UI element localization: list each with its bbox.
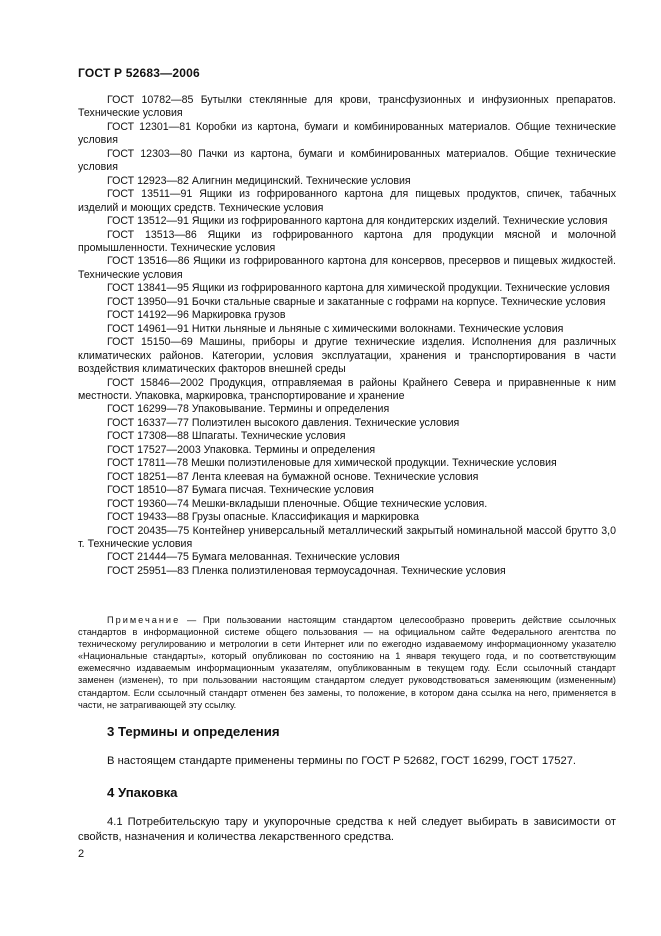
reference-item: ГОСТ 17308—88 Шпагаты. Технические условия [107, 430, 346, 443]
reference-item: ГОСТ 14192—96 Маркировка грузов [107, 309, 286, 322]
reference-item: ГОСТ 19360—74 Мешки-вкладыши пленочные. Общие технические условия. [107, 497, 488, 510]
reference-item: ГОСТ 17811—78 Мешки полиэтиленовые для химической продукции. Технические условия [107, 457, 557, 470]
reference-item: ГОСТ 13841—95 Ящики из гофрированного картона для химической продукции. Технические условия [107, 282, 610, 295]
section-3-heading: 3 Термины и определения [107, 724, 280, 739]
reference-item: ГОСТ 10782—85 Бутылки стеклянные для крови, трансфузионных и инфузионных препаратов. Технические условия [78, 94, 616, 120]
section-4-heading: 4 Упаковка [107, 785, 178, 800]
reference-item: ГОСТ 13512—91 Ящики из гофрированного картона для кондитерских изделий. Технические условия [107, 215, 608, 228]
reference-item: ГОСТ 12301—81 Коробки из картона, бумаги и комбинированных материалов. Общие технические условия [78, 120, 616, 147]
reference-item: ГОСТ 25951—83 Пленка полиэтиленовая термоусадочная. Технические условия [107, 564, 506, 577]
reference-item: ГОСТ 15846—2002 Продукция, отправляемая в районы Крайнего Севера и приравненные к ним местности. Упаковка, маркировка, транспортирование и хранение [78, 376, 616, 402]
references-note [78, 614, 616, 711]
page-number: 2 [78, 848, 85, 860]
reference-item: ГОСТ 21444—75 Бумага мелованная. Технические условия [107, 551, 400, 564]
reference-item: ГОСТ 14961—91 Нитки льняные и льняные с химическими волокнами. Технические условия [107, 322, 564, 335]
reference-item: ГОСТ 18251—87 Лента клеевая на бумажной основе. Технические условия [107, 470, 479, 483]
page-header-standard-id: ГОСТ Р 52683—2006 [78, 66, 200, 80]
reference-item: ГОСТ 12923—82 Алигнин медицинский. Технические условия [107, 174, 411, 187]
reference-item: ГОСТ 17527—2003 Упаковка. Термины и определения [107, 443, 376, 456]
note-label: Примечание [107, 615, 181, 625]
reference-item: ГОСТ 16337—77 Полиэтилен высокого давления. Технические условия [107, 416, 460, 429]
reference-item: ГОСТ 19433—88 Грузы опасные. Классификация и маркировка [107, 511, 420, 524]
section-3-text: В настоящем стандарте применены термины по ГОСТ Р 52682, ГОСТ 16299, ГОСТ 17527. [107, 755, 577, 767]
reference-item: ГОСТ 20435—75 Контейнер универсальный металлический закрытый номинальной массой брутто 3,0 т. Технические условия [78, 524, 616, 550]
reference-item: ГОСТ 16299—78 Упаковывание. Термины и определения [107, 403, 390, 416]
reference-item: ГОСТ 13511—91 Ящики из гофрированного картона для пищевых продуктов, спичек, табачных изделий и моющих средств. Технические условия [78, 188, 616, 214]
section-4-1-text: 4.1 Потребительскую тару и укупорочные средства к ней следует выбирать в зависимости от свойств, назначения и количества лекарственного средства. [78, 816, 616, 843]
reference-item: ГОСТ 13513—86 Ящики из гофрированного картона для продукции мясной и молочной промышленности. Технические условия [78, 228, 616, 254]
reference-item: ГОСТ 15150—69 Машины, приборы и другие технические изделия. Исполнения для различных климатических районов. Категории, условия эксплуатации, хранения и транспортирования в части воздействия климатических факторов внешней среды [78, 336, 616, 376]
reference-item: ГОСТ 13516—86 Ящики из гофрированного картона для консервов, пресервов и пищевых жидкостей. Технические условия [78, 255, 616, 281]
reference-item: ГОСТ 18510—87 Бумага писчая. Технические условия [107, 484, 374, 497]
reference-item: ГОСТ 12303—80 Пачки из картона, бумаги и комбинированных материалов. Общие технические условия [78, 147, 616, 174]
normative-references-list [78, 94, 616, 578]
reference-item: ГОСТ 13950—91 Бочки стальные сварные и закатанные с гофрами на корпусе. Технические условия [107, 295, 606, 308]
note-text: — При пользовании настоящим стандартом целесообразно проверить действие ссылочных стандартов в информационной системе общего пользования — на официальном сайте Федерального агентства по техническому регулированию и метрологии в сети Интернет или по ежегодно издаваемому информационному указателю «Национальные стандарты», который опубликован по состоянию на 1 января текущего года, и по соответствующим ежемесячно издаваемым информационным указателям, опубликованным в текущем году. Если ссылочный стандарт заменен (изменен), то при пользовании настоящим стандартом следует руководствоваться заменяющим (измененным) стандартом. Если ссылочный стандарт отменен без замены, то положение, в котором дана ссылка на него, применяется в части, не затрагивающей эту ссылку. [78, 615, 616, 710]
